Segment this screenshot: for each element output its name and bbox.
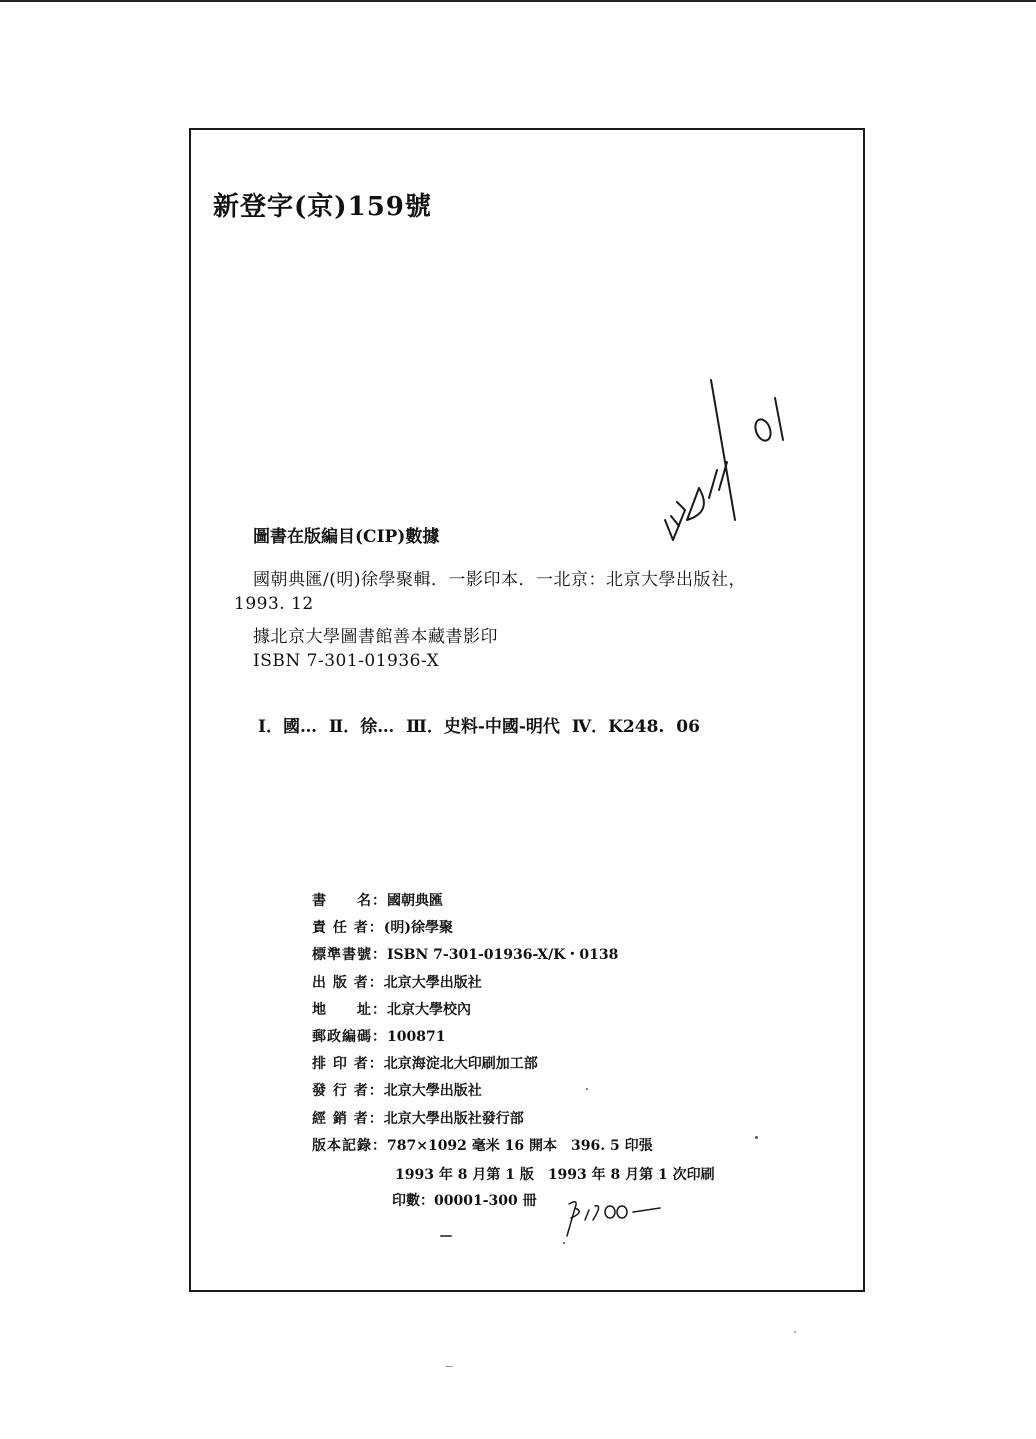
- handwritten-scribble: [555, 1190, 665, 1240]
- scan-speck: [755, 1136, 758, 1139]
- colophon-value: ISBN 7-301-01936-X/K・0138: [387, 947, 619, 964]
- colophon-value: 787×1092 毫米 16 開本 396. 5 印張: [387, 1137, 653, 1154]
- scan-speck: [586, 1088, 588, 1090]
- colophon-label: 書 名：: [312, 893, 387, 909]
- colophon-value: (明)徐學聚: [383, 920, 453, 937]
- colophon-label: 郵政編碼：: [312, 1028, 387, 1045]
- scan-speck: [440, 1235, 452, 1237]
- colophon-label: 版本記錄：: [312, 1137, 387, 1154]
- colophon-value: 北京海淀北大印刷加工部: [383, 1056, 538, 1073]
- colophon-row: [312, 1024, 653, 1051]
- colophon-label: 出 版 者：: [312, 974, 384, 991]
- cip-line-isbn: ISBN 7-301-01936-X: [253, 651, 440, 671]
- colophon-value: 北京大學出版社發行部: [383, 1110, 524, 1127]
- colophon-row: [312, 1078, 653, 1105]
- colophon-value: 100871: [387, 1028, 446, 1045]
- colophon-value: 國朝典匯: [387, 893, 443, 909]
- colophon-row: [312, 997, 653, 1024]
- scan-speck: [563, 1242, 565, 1244]
- colophon-row: [312, 1051, 653, 1078]
- colophon-label: 標準書號：: [312, 947, 387, 964]
- colophon-value: 北京大學校內: [387, 1001, 471, 1018]
- colophon-row: [312, 1133, 653, 1160]
- colophon-row: [312, 1106, 653, 1133]
- colophon-label: 排 印 者：: [312, 1056, 384, 1073]
- colophon-label: 經 銷 者：: [312, 1110, 384, 1127]
- handwritten-annotation: [655, 370, 825, 550]
- cip-line-source: 據北京大學圖書館善本藏書影印: [253, 627, 498, 647]
- colophon-row: [312, 942, 653, 969]
- colophon-label: 責 任 者：: [312, 920, 384, 937]
- colophon-label: 發 行 者：: [312, 1083, 384, 1100]
- cip-line-date: 1993. 12: [234, 594, 314, 614]
- cip-line-title: 國朝典匯/(明)徐學聚輯．一影印本．一北京：北京大學出版社，: [253, 570, 746, 590]
- colophon-value: 北京大學出版社: [383, 1083, 482, 1100]
- scan-speck: [445, 1366, 453, 1367]
- top-edge-rule: [0, 0, 1036, 2]
- scan-speck: [794, 1331, 796, 1333]
- cip-heading: 圖書在版編目(CIP)數據: [253, 527, 440, 547]
- cip-classification: Ⅰ．國… Ⅱ．徐… Ⅲ．史料-中國-明代 Ⅳ．K248. 06: [258, 717, 700, 737]
- colophon-label: 地 址：: [312, 1001, 387, 1018]
- edition-line: 1993 年 8 月第 1 版 1993 年 8 月第 1 次印刷: [395, 1167, 715, 1183]
- print-count-line: 印數：00001-300 冊: [392, 1193, 537, 1209]
- colophon-value: 北京大學出版社: [383, 974, 482, 991]
- registration-number: 新登字(京)159號: [213, 192, 432, 222]
- colophon-row: [312, 915, 653, 942]
- colophon-table: [312, 888, 653, 1160]
- colophon-row: [312, 888, 653, 915]
- colophon-row: [312, 970, 653, 997]
